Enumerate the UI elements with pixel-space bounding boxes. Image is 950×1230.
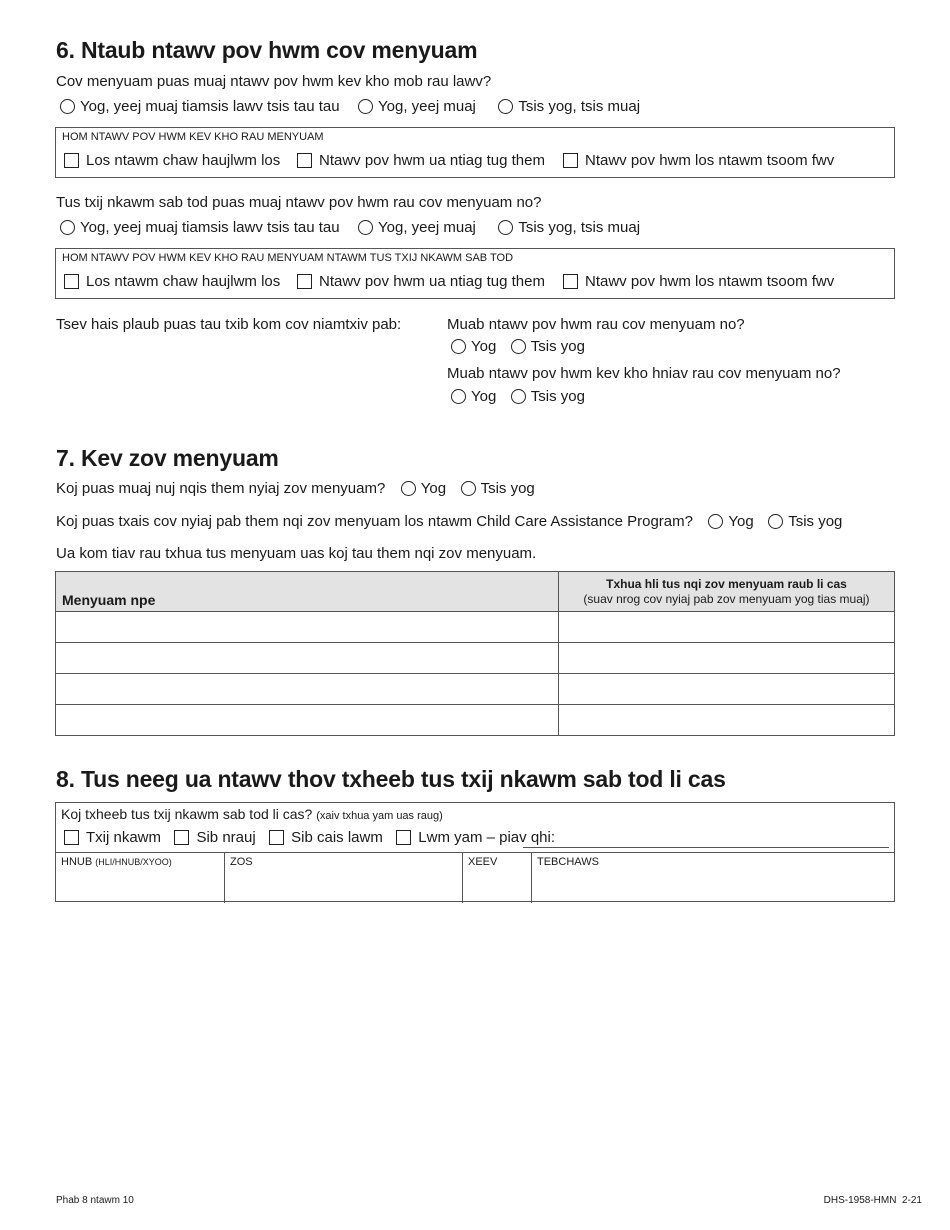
table-row [56, 674, 895, 705]
court-q2-options [451, 388, 585, 406]
relationship-options [64, 829, 555, 847]
radio-icon[interactable] [60, 220, 75, 235]
q1-option-1[interactable]: Yog, yeej muaj tiamsis lawv tsis tau tau [60, 98, 340, 115]
q2-option-3[interactable]: Tsis yog, tsis muaj [498, 219, 640, 236]
tebchaws-cell[interactable] [531, 853, 894, 903]
box1-option-government[interactable]: Ntawv pov hwm los ntawm tsoom fwv [563, 152, 834, 169]
child-name-cell[interactable] [56, 643, 559, 674]
radio-icon[interactable] [451, 389, 466, 404]
court-q1-options [451, 338, 585, 356]
radio-icon[interactable] [498, 99, 513, 114]
court-q1-no[interactable]: Tsis yog [511, 338, 585, 355]
ccap-no[interactable]: Tsis yog [768, 513, 842, 530]
table-header-row [56, 572, 895, 612]
childcare-table [55, 571, 895, 736]
section8-title: 8. Tus neeg ua ntawv thov txheeb tus txij nkawm sab tod li cas [56, 766, 726, 792]
radio-icon[interactable] [451, 339, 466, 354]
address-row [56, 852, 894, 903]
relationship-box [55, 802, 895, 902]
column-child-name: Menyuam npe [56, 572, 559, 612]
footer-page-number: Phab 8 ntawm 10 [56, 1195, 134, 1206]
child-name-cell[interactable] [56, 612, 559, 643]
box1-option-employer[interactable]: Los ntawm chaw haujlwm los [64, 152, 297, 169]
spouse-insurance-header: HOM NTAWV POV HWM KEV KHO RAU MENYUAM NTAWM TUS TXIJ NKAWM SAB TOD [62, 252, 514, 264]
box2-option-private[interactable]: Ntawv pov hwm ua ntiag tug them [297, 273, 563, 290]
q1-option-3[interactable]: Tsis yog, tsis muaj [498, 98, 640, 115]
spouse-insurance-box [55, 248, 895, 299]
checkbox-icon[interactable] [174, 830, 189, 845]
radio-icon[interactable] [708, 514, 723, 529]
section6-question2: Tus txij nkawm sab tod puas muaj ntawv pov hwm rau cov menyuam no? [56, 194, 542, 211]
xeev-label: XEEV [468, 856, 498, 868]
checkbox-icon[interactable] [64, 830, 79, 845]
checkbox-icon[interactable] [297, 153, 312, 168]
section6-q2-options [60, 219, 640, 237]
table-row [56, 612, 895, 643]
box2-option-government[interactable]: Ntawv pov hwm los ntawm tsoom fwv [563, 273, 834, 290]
table-row [56, 705, 895, 736]
tebchaws-label: TEBCHAWS [537, 856, 599, 868]
other-describe-line[interactable] [523, 847, 889, 848]
monthly-cost-title: Txhua hli tus nqi zov menyuam raub li cas [606, 576, 847, 591]
section6-question1: Cov menyuam puas muaj ntawv pov hwm kev kho mob rau lawv? [56, 73, 492, 90]
box1-option-private[interactable]: Ntawv pov hwm ua ntiag tug them [297, 152, 563, 169]
child-name-cell[interactable] [56, 705, 559, 736]
radio-icon[interactable] [768, 514, 783, 529]
xeev-cell[interactable] [462, 853, 531, 903]
section6-q1-options [60, 98, 640, 116]
checkbox-icon[interactable] [64, 153, 79, 168]
relationship-note: (xaiv txhua yam uas raug) [316, 810, 443, 822]
footer-form-id: DHS-1958-HMN 2-21 [823, 1195, 922, 1206]
zos-cell[interactable] [224, 853, 462, 903]
monthly-cost-cell[interactable] [559, 674, 895, 705]
court-question-2: Muab ntawv pov hwm kev kho hniav rau cov menyuam no? [447, 365, 841, 382]
checkbox-icon[interactable] [64, 274, 79, 289]
checkbox-icon[interactable] [297, 274, 312, 289]
childcare-cost-yes[interactable]: Yog [401, 480, 446, 497]
table-row [56, 643, 895, 674]
childcare-cost-row [56, 480, 535, 498]
checkbox-icon[interactable] [269, 830, 284, 845]
court-order-label: Tsev hais plaub puas tau txib kom cov niamtxiv pab: [56, 316, 402, 333]
monthly-cost-cell[interactable] [559, 705, 895, 736]
radio-icon[interactable] [511, 339, 526, 354]
relationship-question-row [61, 806, 443, 822]
column-monthly-cost [559, 572, 895, 612]
court-q2-no[interactable]: Tsis yog [511, 388, 585, 405]
section7-title: 7. Kev zov menyuam [56, 445, 279, 471]
insurance-type-header: HOM NTAWV POV HWM KEV KHO RAU MENYUAM [62, 131, 324, 143]
q2-option-1[interactable]: Yog, yeej muaj tiamsis lawv tsis tau tau [60, 219, 340, 236]
ccap-yes[interactable]: Yog [708, 513, 753, 530]
q1-option-2[interactable]: Yog, yeej muaj [358, 98, 476, 115]
ccap-row [56, 513, 842, 531]
childcare-instruction: Ua kom tiav rau txhua tus menyuam uas koj tau them nqi zov menyuam. [56, 545, 537, 562]
insurance-type-box [55, 127, 895, 178]
relationship-question: Koj txheeb tus txij nkawm sab tod li cas? [61, 806, 313, 822]
checkbox-icon[interactable] [563, 153, 578, 168]
option-divorced[interactable]: Sib nrauj [174, 829, 255, 846]
box2-option-employer[interactable]: Los ntawm chaw haujlwm los [64, 273, 297, 290]
childcare-cost-no[interactable]: Tsis yog [461, 480, 535, 497]
court-question-1: Muab ntawv pov hwm rau cov menyuam no? [447, 316, 745, 333]
checkbox-icon[interactable] [396, 830, 411, 845]
checkbox-icon[interactable] [563, 274, 578, 289]
child-name-cell[interactable] [56, 674, 559, 705]
date-label: HNUB [61, 856, 93, 868]
radio-icon[interactable] [401, 481, 416, 496]
ccap-question: Koj puas txais cov nyiaj pab them nqi zov menyuam los ntawm Child Care Assistance Program? [56, 513, 693, 530]
option-married[interactable]: Txij nkawm [64, 829, 161, 846]
date-cell[interactable] [56, 853, 224, 903]
radio-icon[interactable] [60, 99, 75, 114]
date-sub: (HLI/HNUB/XYOO) [95, 857, 172, 867]
section6-title: 6. Ntaub ntawv pov hwm cov menyuam [56, 37, 478, 63]
court-q1-yes[interactable]: Yog [451, 338, 496, 355]
monthly-cost-cell[interactable] [559, 643, 895, 674]
zos-label: ZOS [230, 856, 253, 868]
q2-option-2[interactable]: Yog, yeej muaj [358, 219, 476, 236]
radio-icon[interactable] [461, 481, 476, 496]
radio-icon[interactable] [511, 389, 526, 404]
monthly-cost-subtitle: (suav nrog cov nyiaj pab zov menyuam yog tias muaj) [583, 591, 870, 606]
childcare-cost-question: Koj puas muaj nuj nqis them nyiaj zov menyuam? [56, 480, 386, 497]
option-separated[interactable]: Sib cais lawm [269, 829, 383, 846]
court-q2-yes[interactable]: Yog [451, 388, 496, 405]
monthly-cost-cell[interactable] [559, 612, 895, 643]
radio-icon[interactable] [358, 220, 373, 235]
radio-icon[interactable] [358, 99, 373, 114]
radio-icon[interactable] [498, 220, 513, 235]
option-other[interactable]: Lwm yam – piav qhi: [396, 829, 555, 846]
